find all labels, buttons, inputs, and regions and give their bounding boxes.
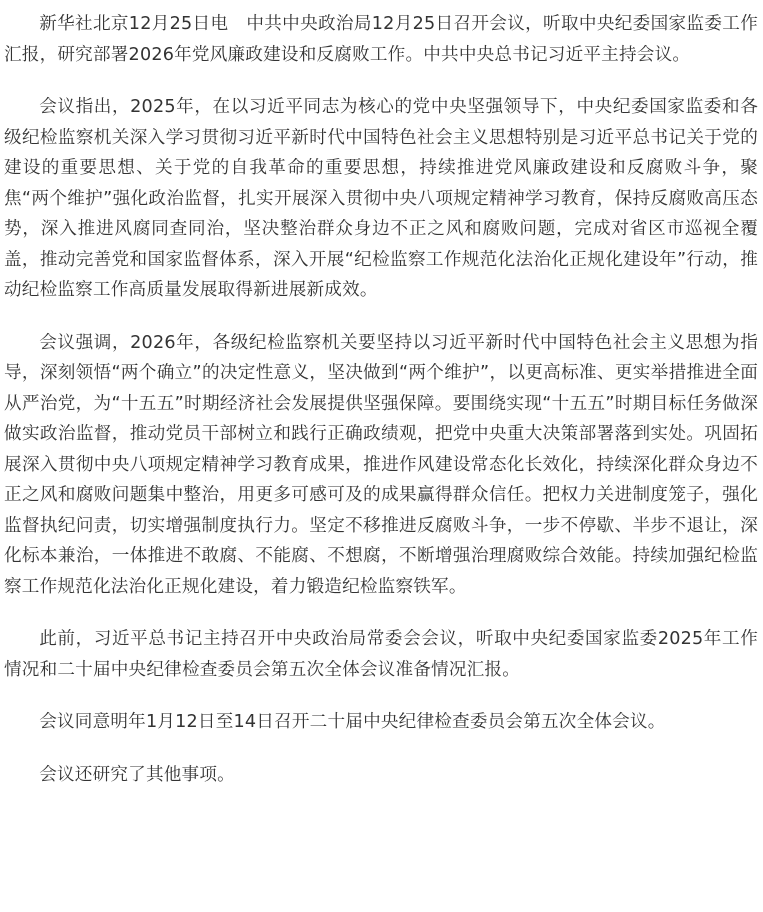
article-paragraph-other-matters: 会议还研究了其他事项。	[39, 764, 235, 785]
article-paragraph-2025-review: 会议指出，2025年，在以习近平同志为核心的党中央坚强领导下，中央纪委国家监委和各级纪检监察机关深入学习贯彻习近平新时代中国特色社会主义思想特别是习近平总书记关于党的建设的重要思想、关于党的自我革命的重要思想，持续推进党风廉政建设和反腐败斗争，聚焦“两个维护”强化政治监督，扎实开展深入贯彻中央八项规定精神学习教育，保持反腐败高压态势，深入推进风腐同查同治，坚决整治群众身边不正之风和腐败问题，完成对省区市巡视全覆盖，推动完善党和国家监督体系，深入开展“纪检监察工作规范化法治化正规化建设年”行动，推动纪检监察工作高质量发展取得新进展新成效。	[4, 97, 758, 300]
news-article	[4, 0, 758, 790]
article-paragraph-plenary-date: 会议同意明年1月12日至14日召开二十届中央纪律检查委员会第五次全体会议。	[39, 712, 666, 732]
article-paragraph-2026-tasks: 会议强调，2026年，各级纪检监察机关要坚持以习近平新时代中国特色社会主义思想为指导，深刻领悟“两个确立”的决定性意义，坚决做到“两个维护”，以更高标准、更实举措推进全面从严治党，为“十五五”时期经济社会发展提供坚强保障。要围绕实现“十五五”时期目标任务做深做实政治监督，推动党员干部树立和践行正确政绩观，把党中央重大决策部署落到实处。巩固拓展深入贯彻中央八项规定精神学习教育成果，推进作风建设常态化长效化，持续深化群众身边不正之风和腐败问题集中整治，用更多可感可及的成果赢得群众信任。把权力关进制度笼子，强化监督执纪问责，切实增强制度执行力。坚定不移推进反腐败斗争，一步不停歇、半步不退让，深化标本兼治，一体推进不敢腐、不能腐、不想腐，不断增强治理腐败综合效能。持续加强纪检监察工作规范化法治化正规化建设，着力锻造纪检监察铁军。	[4, 332, 758, 597]
article-paragraph-standing-committee: 此前，习近平总书记主持召开中央政治局常委会会议，听取中央纪委国家监委2025年工作情况和二十届中央纪律检查委员会第五次全体会议准备情况汇报。	[4, 629, 758, 680]
article-paragraph-dateline: 新华社北京12月25日电 中共中央政治局12月25日召开会议，听取中央纪委国家监委工作汇报，研究部署2026年党风廉政建设和反腐败工作。中共中央总书记习近平主持会议。	[4, 14, 758, 65]
